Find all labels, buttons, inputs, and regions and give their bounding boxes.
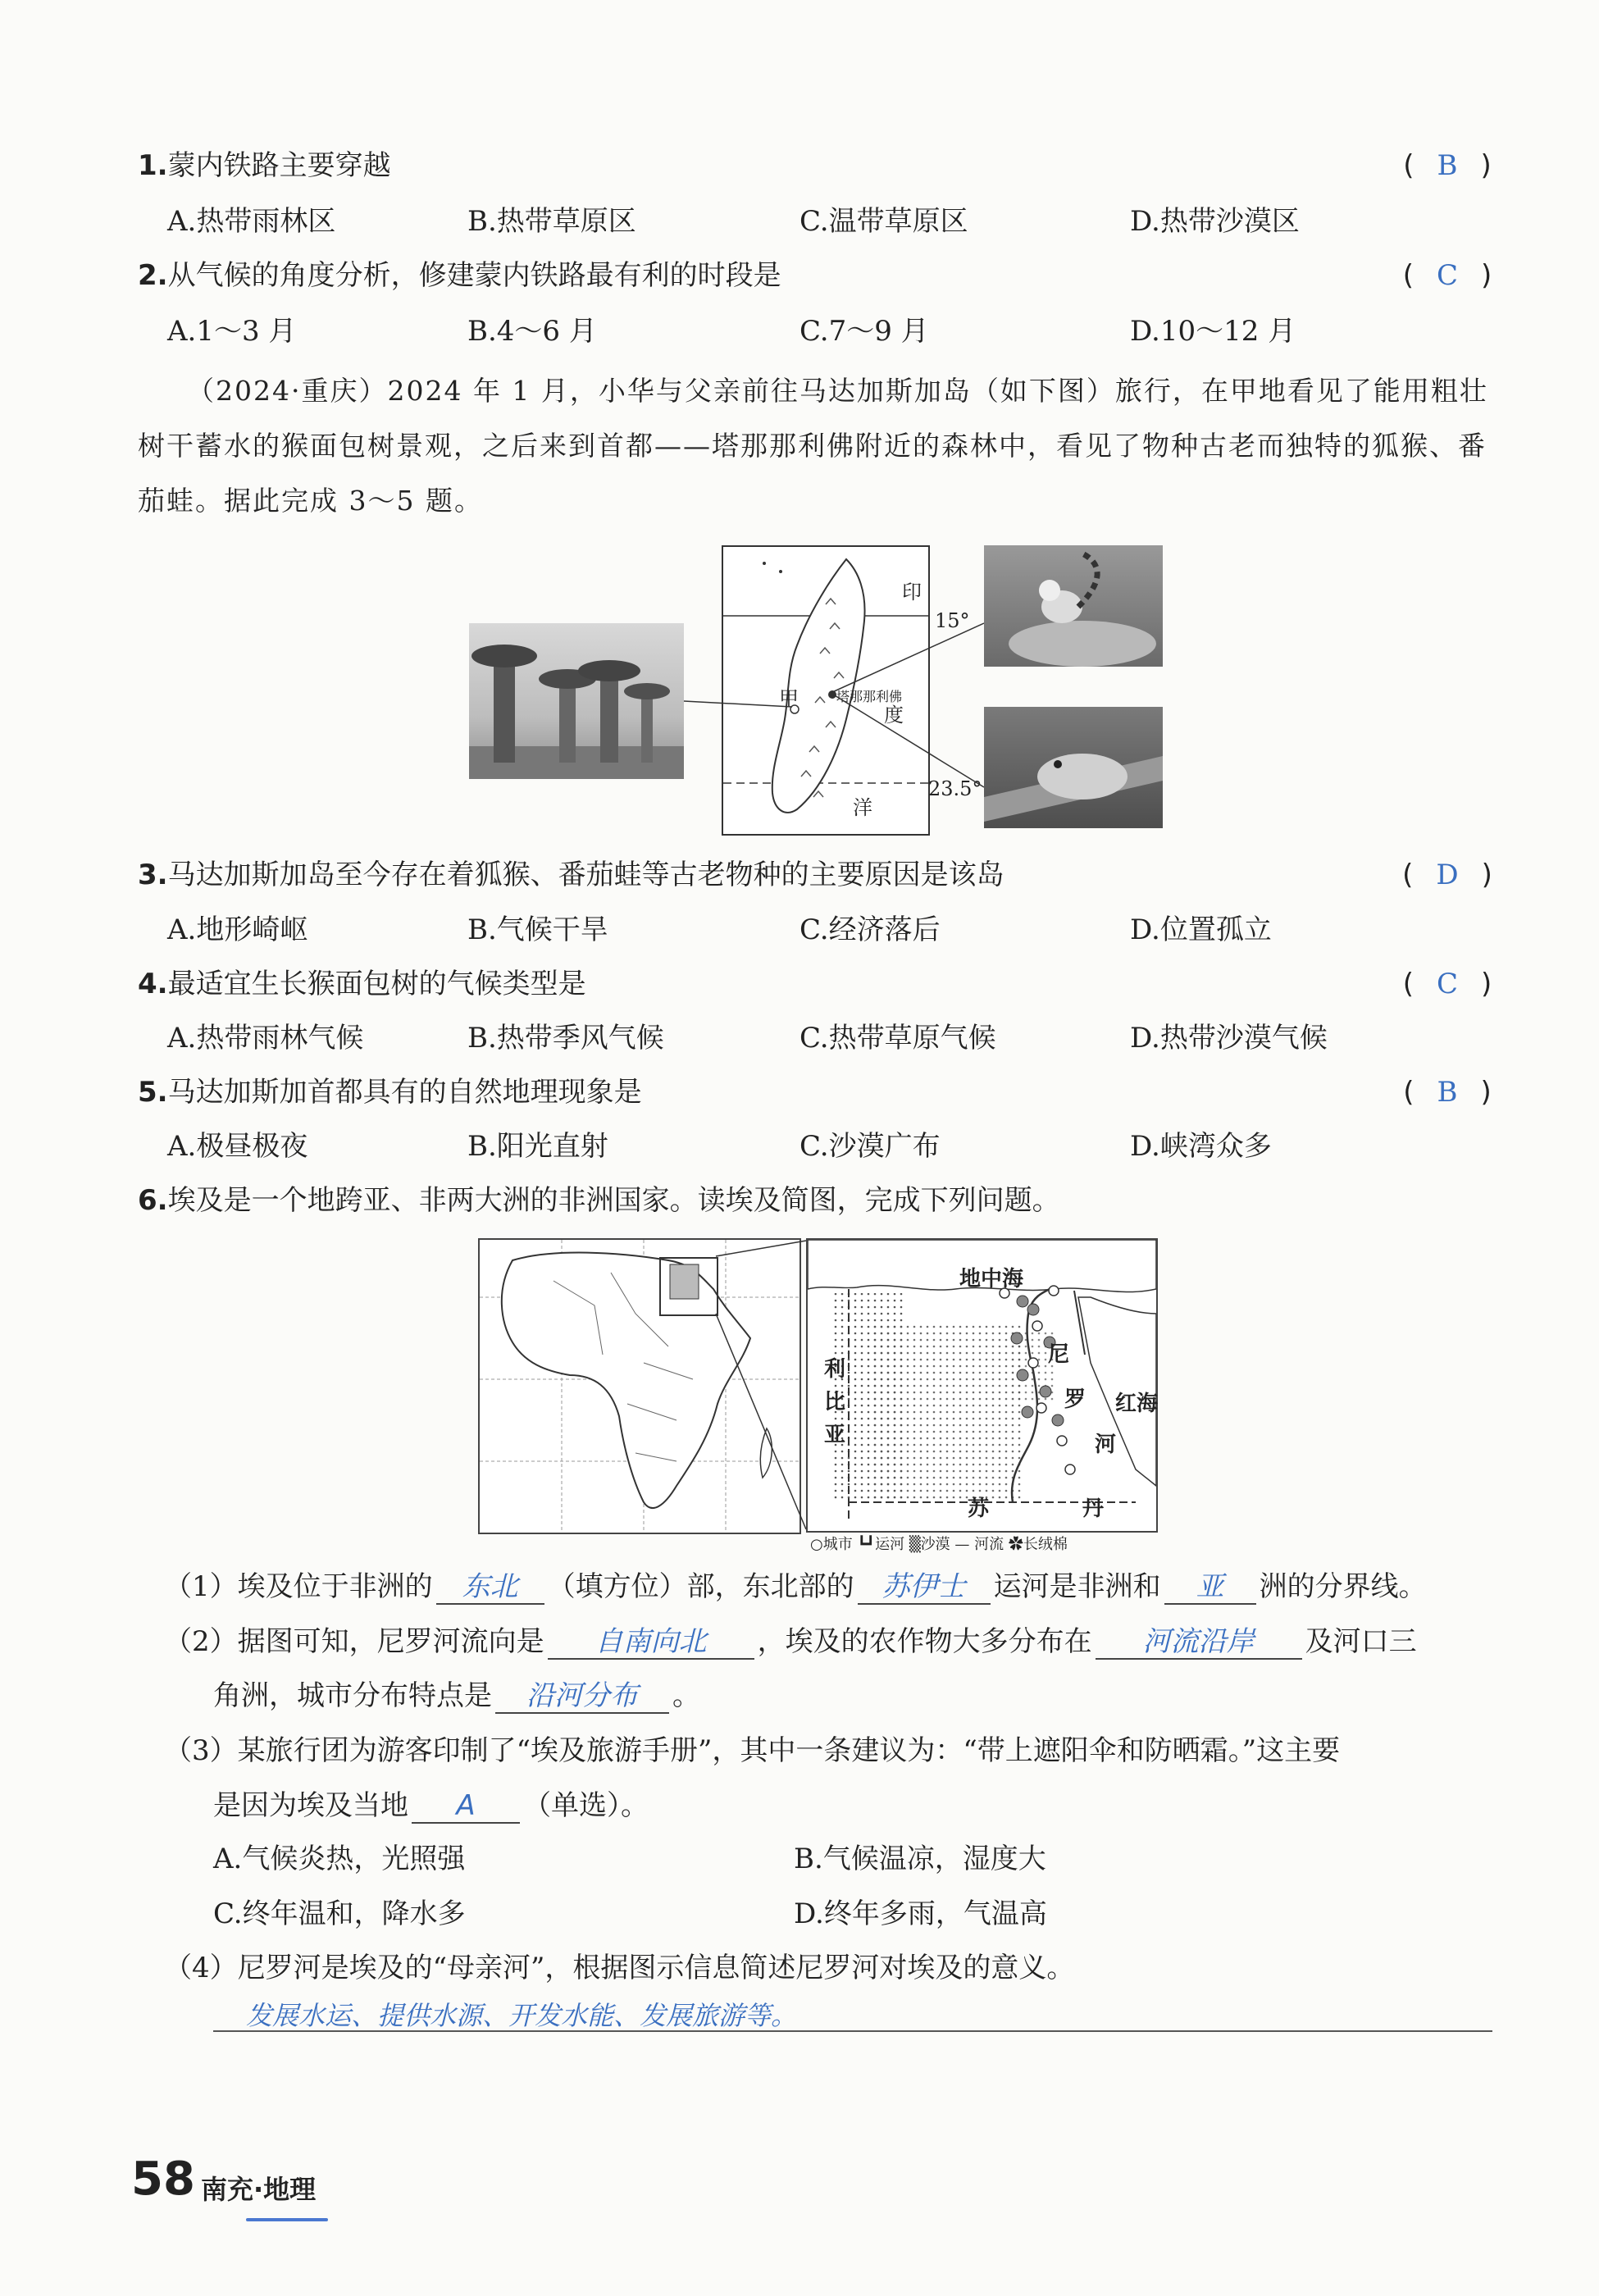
answer-bracket: ( C ) — [1402, 259, 1492, 292]
option-c: C.经济落后 — [800, 913, 941, 946]
handwritten-answer: D — [1436, 859, 1459, 891]
blank-flow-direction: 自南向北 — [548, 1625, 754, 1660]
footer-label: 南充·地理 — [201, 2174, 317, 2205]
ocean-label-2: 度 — [884, 704, 904, 727]
q6-part-3-option-d: D.终年多雨，气温高 — [794, 1897, 1047, 1930]
answer-bracket: ( C ) — [1402, 968, 1492, 1000]
map-label-nile-1: 尼 — [1048, 1342, 1070, 1367]
option-a: A.地形崎岖 — [167, 913, 308, 946]
question-number: 4. — [138, 968, 168, 1000]
question-stem: 埃及是一个地跨亚、非两大洲的非洲国家。读埃及简图，完成下列问题。 — [167, 1184, 1060, 1217]
question-stem: 从气候的角度分析，修建蒙内铁路最有利的时段是 — [167, 259, 781, 292]
footer-accent-line — [246, 2218, 328, 2221]
map-label-nile-2: 罗 — [1064, 1387, 1086, 1412]
option-d: D.热带沙漠气候 — [1130, 1022, 1328, 1055]
answer-bracket: ( B ) — [1403, 1076, 1492, 1109]
handwritten-answer: C — [1436, 259, 1458, 292]
reading-passage: （2024·重庆）2024 年 1 月，小华与父亲前往马达加斯加岛（如下图）旅行，在甲地看见了能用粗壮树干蓄水的猴面包树景观，之后来到首都——塔那那利佛附近的森林中，看见了物种古老而独特的狐猴、番茄蛙。据此完成 3～5 题。 — [138, 375, 1488, 517]
blank-crop-distribution: 河流沿岸 — [1096, 1625, 1302, 1660]
ocean-label-3: 洋 — [853, 796, 872, 819]
map-lat-23-5: 23.5° — [928, 777, 982, 800]
option-d: D.位置孤立 — [1130, 913, 1272, 946]
map-label-jia: 甲 — [779, 687, 799, 710]
option-a: A.1～3 月 — [167, 315, 297, 348]
q6-part-3-option-c: C.终年温和，降水多 — [213, 1897, 466, 1930]
q6-part-3-option-a: A.气候炎热，光照强 — [213, 1843, 466, 1875]
option-b: B.热带季风气候 — [467, 1022, 664, 1055]
ocean-label-1: 印 — [902, 581, 922, 604]
handwritten-answer: B — [1437, 149, 1458, 182]
option-c: C.沙漠广布 — [800, 1130, 941, 1163]
handwritten-answer-text: 发展水运、提供水源、开发水能、发展旅游等。 — [246, 2000, 798, 2031]
answer-bracket: ( B ) — [1403, 149, 1492, 182]
option-d: D.10～12 月 — [1130, 315, 1296, 348]
option-a: A.热带雨林气候 — [167, 1022, 364, 1055]
map-label-sudan-1: 苏 — [968, 1496, 990, 1521]
blank-direction: 东北 — [436, 1570, 544, 1605]
handwritten-answer: C — [1436, 968, 1458, 1000]
q6-part-3-cont: 是因为埃及当地 A （单选）。 — [213, 1789, 649, 1822]
question-stem: 蒙内铁路主要穿越 — [167, 149, 391, 182]
blank-single-choice: A — [412, 1789, 520, 1824]
option-b: B.气候干旱 — [467, 913, 608, 946]
question-stem: 马达加斯加岛至今存在着狐猴、番茄蛙等古老物种的主要原因是该岛 — [167, 859, 1004, 891]
blank-continent: 亚 — [1164, 1570, 1256, 1605]
question-stem: 马达加斯加首都具有的自然地理现象是 — [167, 1076, 642, 1109]
option-c: C.热带草原气候 — [800, 1022, 996, 1055]
page-number: 58 — [131, 2152, 195, 2206]
blank-city-distribution: 沿河分布 — [495, 1679, 669, 1714]
map-label-sudan-2: 丹 — [1082, 1496, 1105, 1521]
map-lat-15: 15° — [935, 609, 970, 632]
map-label-libya: 利 比 亚 — [824, 1357, 846, 1447]
q6-part-3-option-b: B.气候温凉，湿度大 — [794, 1843, 1046, 1875]
q6-part-1: （1）埃及位于非洲的 东北 （填方位）部，东北部的 苏伊士 运河是非洲和 亚 洲的分界线。 — [164, 1570, 1427, 1603]
map-label-nile-3: 河 — [1095, 1433, 1117, 1457]
question-stem: 最适宜生长猴面包树的气候类型是 — [167, 968, 586, 1000]
map-label-capital: 塔那那利佛 — [836, 689, 903, 704]
option-c: C.温带草原区 — [800, 205, 968, 238]
q6-part-2: （2）据图可知，尼罗河流向是 自南向北 ，埃及的农作物大多分布在 河流沿岸 及河口三 — [164, 1625, 1417, 1658]
option-b: B.4～6 月 — [467, 315, 597, 348]
handwritten-answer: B — [1437, 1076, 1458, 1109]
q6-part-3: （3）某旅行团为游客印制了“埃及旅游手册”，其中一条建议为：“带上遮阳伞和防晒霜。”这主要 — [164, 1734, 1341, 1767]
option-d: D.热带沙漠区 — [1130, 205, 1300, 238]
question-number: 5. — [138, 1076, 168, 1109]
question-number: 2. — [138, 259, 168, 292]
option-a: A.热带雨林区 — [167, 205, 336, 238]
option-d: D.峡湾众多 — [1130, 1130, 1272, 1163]
map-label-mediterranean: 地中海 — [959, 1267, 1024, 1292]
map-legend: ○城市 ┗┛运河 ▒沙漠 — 河流 ✿长绒棉 — [810, 1536, 1068, 1553]
option-b: B.阳光直射 — [467, 1130, 608, 1163]
option-b: B.热带草原区 — [467, 205, 636, 238]
question-number: 1. — [138, 149, 168, 182]
map-label-red-sea: 红海 — [1115, 1392, 1159, 1416]
answer-bracket: ( D ) — [1402, 859, 1492, 891]
question-number: 3. — [138, 859, 168, 891]
option-c: C.7～9 月 — [800, 315, 929, 348]
q6-part-2-cont: 角洲，城市分布特点是 沿河分布 。 — [213, 1679, 700, 1712]
blank-canal: 苏伊士 — [858, 1570, 991, 1605]
q6-part-4: （4）尼罗河是埃及的“母亲河”，根据图示信息简述尼罗河对埃及的意义。 — [164, 1952, 1075, 1984]
question-number: 6. — [138, 1184, 168, 1217]
option-a: A.极昼极夜 — [167, 1130, 308, 1163]
